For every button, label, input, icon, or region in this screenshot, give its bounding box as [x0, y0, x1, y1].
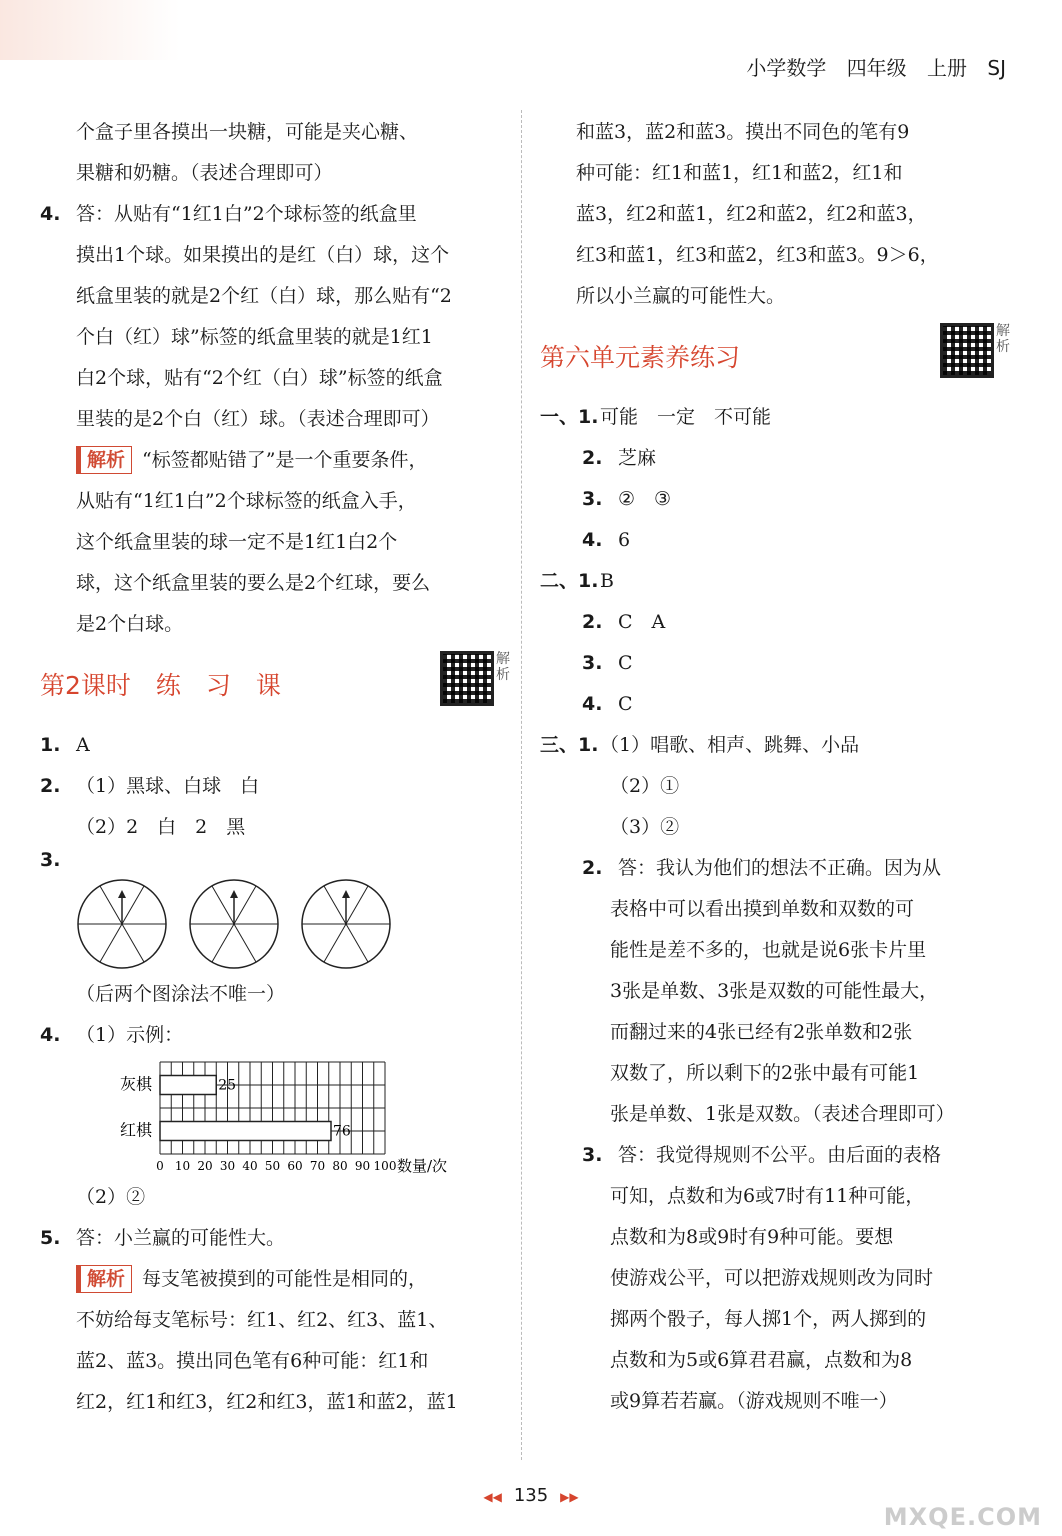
text-line: 每支笔被摸到的可能性是相同的， [142, 1268, 428, 1290]
text-line: 答：我觉得规则不公平。由后面的表格 [618, 1144, 942, 1166]
text-line: 和蓝3，蓝2和蓝3。摸出不同色的笔有9 [576, 121, 910, 143]
text-line: 3张是单数、3张是双数的可能性最大， [610, 980, 939, 1002]
tick-label: 60 [287, 1159, 303, 1173]
analysis-label: 解析 [76, 446, 132, 474]
section-title: 第六单元素养练习 [540, 342, 741, 372]
section-heading-unit6 [540, 323, 1010, 387]
header-edition: SJ [987, 56, 1006, 80]
spinner-wheel [76, 878, 168, 970]
header-volume: 上册 [927, 56, 968, 80]
analysis-label: 解析 [76, 1265, 132, 1293]
corner-decoration [0, 0, 180, 60]
answer-number: 一、1. [540, 406, 599, 428]
answer-text: （2）① [610, 775, 680, 797]
text-line: 所以小兰赢的可能性大。 [576, 285, 786, 307]
qr-label: 解析 [996, 323, 1010, 355]
answer-text: （1）唱歌、相声、跳舞、小品 [600, 734, 860, 756]
watermark: MXQE.COM [883, 1503, 1042, 1531]
answer-number: 2. [582, 611, 603, 633]
page-header [732, 52, 1006, 81]
answer-number: 3. [582, 1144, 603, 1166]
text-line: 能性是差不多的，也就是说6张卡片里 [610, 939, 927, 961]
bar-chart [100, 1062, 500, 1175]
answer-number: 2. [582, 447, 603, 469]
text-line: 掷两个骰子，每人掷1个，两人掷到的 [610, 1308, 927, 1330]
bar [160, 1076, 216, 1095]
qr-label: 解析 [496, 651, 510, 683]
answer-number: 2. [582, 857, 603, 879]
answer-text: A [76, 734, 90, 756]
tick-label: 10 [174, 1159, 191, 1173]
tick-label: 40 [242, 1159, 258, 1173]
text-line: 白2个球，贴有“2个红（白）球”标签的纸盒 [76, 367, 443, 389]
answer-text: （1）示例： [76, 1024, 184, 1046]
tick-label: 0 [156, 1159, 164, 1173]
tick-label: 70 [309, 1159, 326, 1173]
tick-label: 90 [354, 1159, 371, 1173]
qr-code-icon [440, 651, 494, 706]
text-line: 果糖和奶糖。（表述合理即可） [76, 162, 333, 184]
answer-number: 2. [40, 775, 61, 797]
spinner-wheel [188, 878, 280, 970]
answer-number: 4. [40, 1024, 61, 1046]
answer-text: B [600, 570, 614, 592]
text-line: 个白（红）球”标签的纸盒里装的就是1红1 [76, 326, 433, 348]
analysis-block [40, 1259, 510, 1423]
analysis-block [40, 440, 510, 645]
text-line: 纸盒里装的就是2个红（白）球，那么贴有“2 [76, 285, 452, 307]
answer-text: （后两个图涂法不唯一） [76, 983, 286, 1005]
header-subject: 小学数学 [746, 56, 827, 80]
text-line: 双数了，所以剩下的2张中最有可能1 [610, 1062, 920, 1084]
answer-text: ② ③ [618, 488, 672, 510]
answer-4 [40, 194, 510, 440]
spinner-diagrams [76, 878, 510, 970]
text-line: 不妨给每支笔标号：红1、红2、红3、蓝1、 [76, 1309, 448, 1331]
answer-number: 4. [40, 203, 61, 225]
text-line: 摸出1个球。如果摸出的是红（白）球，这个 [76, 244, 450, 266]
answer-number: 二、1. [540, 570, 599, 592]
text-line: 红3和蓝1，红3和蓝2，红3和蓝3。9＞6， [576, 244, 939, 266]
text-line: 是2个白球。 [76, 613, 184, 635]
text-line: 表格中可以看出摸到单数和双数的可 [610, 898, 915, 920]
answer-text: C [618, 652, 633, 674]
answer-text: （2）2 白 2 黑 [76, 816, 246, 838]
section-heading-lesson2 [40, 651, 510, 715]
text-line: 答：我认为他们的想法不正确。因为从 [618, 857, 942, 879]
tick-label: 20 [197, 1159, 213, 1173]
text-line: 红2，红1和红3，红2和红3，蓝1和蓝2，蓝1 [76, 1391, 458, 1413]
text-line: 张是单数、1张是双数。（表述合理即可） [610, 1103, 955, 1125]
answer-text: C A [618, 611, 666, 633]
text-line: 种可能：红1和蓝1，红1和蓝2，红1和 [576, 162, 903, 184]
page-number: 135 [513, 1485, 549, 1506]
text-line: 这个纸盒里装的球一定不是1红1白2个 [76, 531, 398, 553]
next-arrow-icon: ▶▶ [560, 1490, 579, 1504]
tick-label: 30 [219, 1159, 236, 1173]
text-line: “标签都贴错了”是一个重要条件， [142, 449, 428, 471]
answer-text: 可能 一定 不可能 [600, 406, 772, 428]
text-line: 而翻过来的4张已经有2张单数和2张 [610, 1021, 913, 1043]
text-line: 使游戏公平，可以把游戏规则改为同时 [610, 1267, 934, 1289]
text-line: 蓝3，红2和蓝1，红2和蓝2，红2和蓝3， [576, 203, 927, 225]
answer-number: 1. [40, 734, 61, 756]
qr-code[interactable] [440, 651, 510, 721]
answer-number: 3. [582, 488, 603, 510]
column-divider [521, 110, 522, 1460]
qr-code-icon [940, 323, 994, 378]
answer-text: C [618, 693, 633, 715]
header-grade: 四年级 [846, 56, 907, 80]
answer-text: 6 [618, 529, 631, 551]
category-label: 红棋 [119, 1120, 152, 1140]
answer-number: 5. [40, 1227, 61, 1249]
left-column [40, 112, 510, 1423]
answer-3-2 [540, 848, 1010, 1135]
bar [160, 1122, 331, 1141]
qr-code[interactable] [940, 323, 1010, 393]
tick-label: 100 [373, 1159, 397, 1173]
answer-number: 4. [582, 693, 603, 715]
answer-number: 3. [40, 849, 61, 871]
spinner-wheel [300, 878, 392, 970]
category-label: 灰棋 [119, 1074, 152, 1094]
answer-text: （2）② [76, 1186, 146, 1208]
answer-text: （3）② [610, 816, 680, 838]
text-line: 球，这个纸盒里装的要么是2个红球，要么 [76, 572, 431, 594]
tick-label: 50 [264, 1159, 281, 1173]
bar-value-label: 76 [333, 1123, 351, 1140]
text-line: 或9算若若赢。（游戏规则不唯一） [610, 1390, 898, 1412]
text-line: 里装的是2个白（红）球。（表述合理即可） [76, 408, 440, 430]
section-title: 第2课时 练 习 课 [40, 670, 281, 700]
answer-number: 3. [582, 652, 603, 674]
answer-number: 三、1. [540, 734, 599, 756]
answer-number: 4. [582, 529, 603, 551]
axis-label: 数量/次 [397, 1157, 448, 1175]
text-line: 从贴有“1红1白”2个球标签的纸盒入手， [76, 490, 417, 512]
text-line: 可知，点数和为6或7时有11种可能， [610, 1185, 925, 1207]
answer-3-3 [540, 1135, 1010, 1422]
text-line: 答：从贴有“1红1白”2个球标签的纸盒里 [76, 203, 417, 225]
right-column [540, 112, 1010, 1422]
answer-text: 答：小兰赢的可能性大。 [76, 1227, 286, 1249]
text-line: 个盒子里各摸出一块糖，可能是夹心糖、 [76, 121, 419, 143]
answer-text: （1）黑球、白球 白 [76, 775, 260, 797]
answer-text: 芝麻 [618, 447, 657, 469]
text-line: 蓝2、蓝3。摸出同色笔有6种可能：红1和 [76, 1350, 429, 1372]
text-line: 点数和为5或6算君君赢，点数和为8 [610, 1349, 913, 1371]
prev-arrow-icon: ◀◀ [483, 1490, 502, 1504]
text-line: 点数和为8或9时有9种可能。要想 [610, 1226, 894, 1248]
tick-label: 80 [332, 1159, 348, 1173]
bar-value-label: 25 [218, 1077, 237, 1094]
